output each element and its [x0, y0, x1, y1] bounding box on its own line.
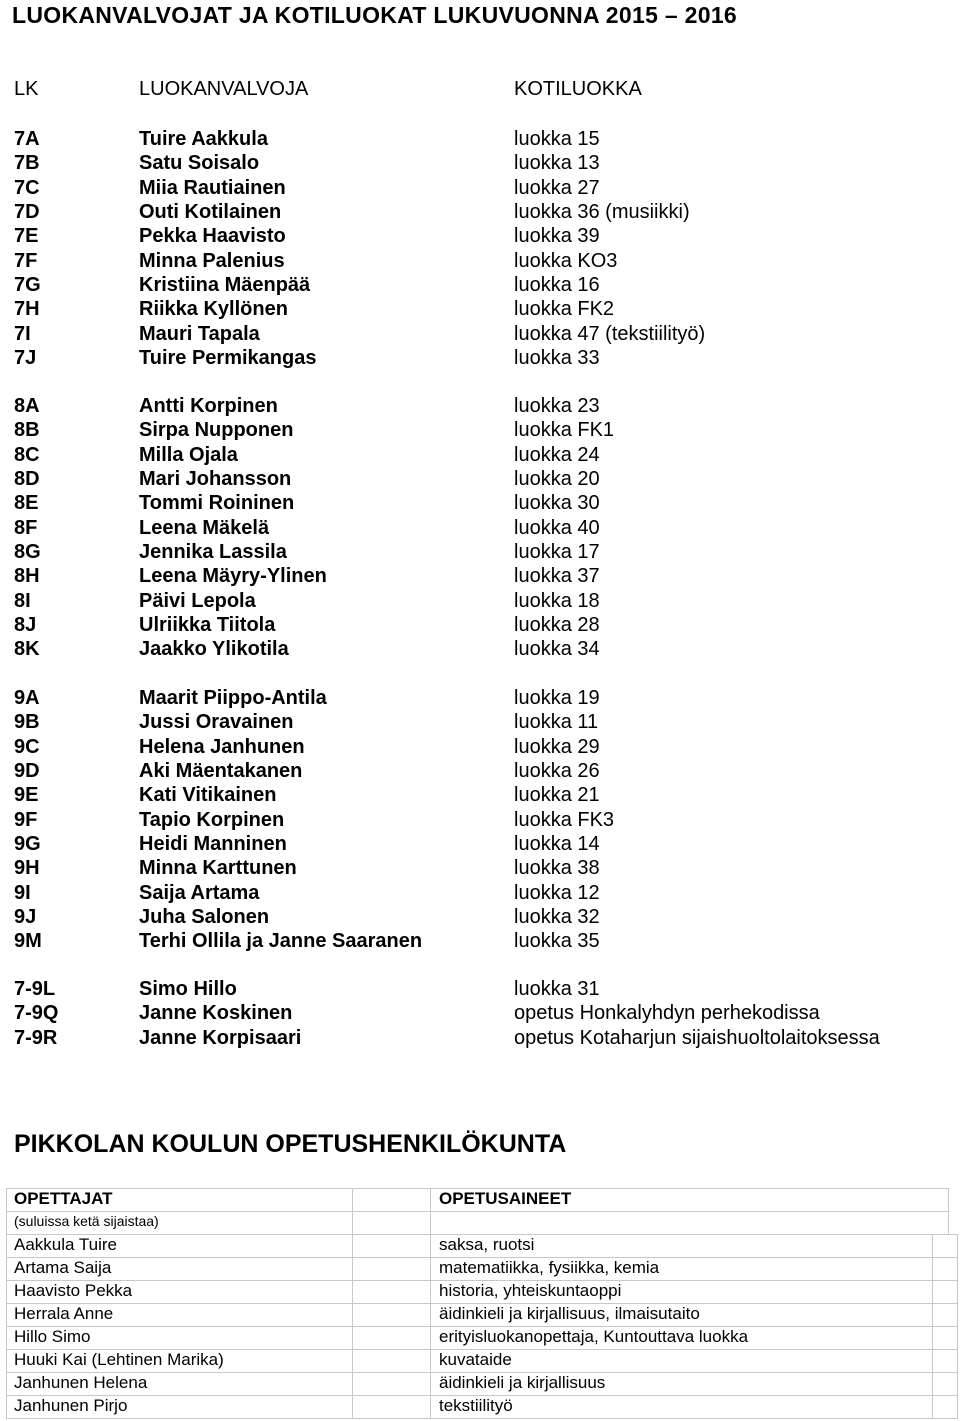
class-teacher: Miia Rautiainen: [139, 176, 286, 199]
class-code: 7-9R: [14, 1026, 58, 1049]
home-room: luokka FK2: [514, 298, 615, 321]
class-row: [0, 809, 960, 833]
class-row: [0, 177, 960, 201]
class-code: 8J: [14, 613, 37, 636]
staff-teacher-cell: Haavisto Pekka: [14, 1281, 133, 1300]
class-teacher: Milla Ojala: [139, 443, 238, 466]
table-gridline: [948, 1188, 949, 1234]
table-gridline: [6, 1234, 958, 1235]
class-code: 8A: [14, 395, 40, 417]
class-code: 8F: [14, 516, 38, 539]
home-room: luokka 15: [514, 128, 600, 150]
home-room: luokka 11: [514, 711, 599, 734]
class-row: [0, 201, 960, 225]
class-row: [0, 784, 960, 808]
home-room: luokka 12: [514, 881, 600, 904]
class-row: [0, 736, 960, 760]
staff-note: (suluissa ketä sijaistaa): [14, 1213, 159, 1229]
home-room: luokka 31: [514, 978, 600, 1000]
class-row: [0, 833, 960, 857]
staff-subject-cell: saksa, ruotsi: [439, 1235, 535, 1254]
table-gridline: [957, 1234, 958, 1418]
class-teacher: Simo Hillo: [139, 978, 237, 1000]
class-code: 7I: [14, 322, 31, 345]
home-room: luokka 32: [514, 905, 600, 928]
column-header-teacher: LUOKANVALVOJA: [139, 78, 309, 100]
class-code: 9G: [14, 832, 41, 855]
class-code: 7F: [14, 249, 38, 272]
class-row: [0, 930, 960, 954]
table-gridline: [430, 1188, 431, 1418]
class-row: [0, 298, 960, 322]
class-row: [0, 906, 960, 930]
class-row: [0, 638, 960, 662]
home-room: luokka 20: [514, 467, 600, 490]
class-code: 7D: [14, 200, 40, 223]
table-gridline: [352, 1188, 353, 1418]
home-room: luokka 47 (tekstiilityö): [514, 322, 706, 345]
class-teacher: Juha Salonen: [139, 905, 270, 928]
class-code: 9I: [14, 881, 31, 904]
home-room: luokka 13: [514, 152, 600, 175]
home-room: opetus Honkalyhdyn perhekodissa: [514, 1002, 820, 1025]
class-row: [0, 1002, 960, 1026]
class-teacher: Tuire Permikangas: [139, 346, 317, 369]
staff-teacher-cell: Herrala Anne: [14, 1304, 114, 1323]
class-row: [0, 492, 960, 516]
class-code: 9F: [14, 808, 38, 831]
class-teacher: Minna Palenius: [139, 249, 285, 272]
home-room: luokka 29: [514, 735, 600, 758]
class-teacher: Janne Korpisaari: [139, 1026, 302, 1049]
home-room: luokka 24: [514, 443, 600, 466]
class-teacher: Janne Koskinen: [139, 1002, 293, 1025]
home-room: luokka 34: [514, 638, 600, 661]
class-row: [0, 274, 960, 298]
staff-subject-cell: äidinkieli ja kirjallisuus: [439, 1373, 606, 1392]
class-row: [0, 468, 960, 492]
class-teacher: Helena Janhunen: [139, 735, 305, 758]
table-gridline: [6, 1188, 7, 1418]
home-room: luokka 28: [514, 613, 600, 636]
class-row: [0, 395, 960, 419]
home-room: luokka 37: [514, 565, 600, 588]
class-code: 8K: [14, 638, 40, 661]
class-code: 9M: [14, 930, 42, 953]
class-code: 7H: [14, 298, 40, 321]
class-code: 9J: [14, 905, 37, 928]
class-teacher: Sirpa Nupponen: [139, 419, 294, 442]
class-teacher: Tuire Aakkula: [139, 128, 268, 150]
class-teacher: Jaakko Ylikotila: [139, 638, 289, 661]
home-room: luokka 39: [514, 225, 600, 248]
staff-subject-cell: kuvataide: [439, 1350, 512, 1369]
class-teacher: Outi Kotilainen: [139, 200, 282, 223]
class-row: [0, 687, 960, 711]
staff-subject-cell: historia, yhteiskuntaoppi: [439, 1281, 622, 1300]
staff-teacher-cell: Janhunen Helena: [14, 1373, 148, 1392]
class-row: [0, 614, 960, 638]
class-teacher: Kristiina Mäenpää: [139, 273, 311, 296]
class-teacher: Tommi Roininen: [139, 492, 295, 515]
home-room: luokka 40: [514, 516, 600, 539]
class-teacher: Pekka Haavisto: [139, 225, 286, 248]
home-room: luokka KO3: [514, 249, 618, 272]
class-teacher: Leena Mäyry-Ylinen: [139, 565, 327, 588]
class-teacher: Mauri Tapala: [139, 322, 260, 345]
home-room: luokka 38: [514, 857, 600, 880]
class-row: [0, 565, 960, 589]
class-code: 7-9Q: [14, 1002, 59, 1025]
class-row: [0, 323, 960, 347]
class-code: 8I: [14, 589, 31, 612]
table-gridline: [6, 1280, 958, 1281]
class-row: [0, 128, 960, 152]
class-code: 8G: [14, 540, 41, 563]
staff-teacher-cell: Hillo Simo: [14, 1327, 91, 1346]
table-gridline: [6, 1303, 958, 1304]
class-teacher: Leena Mäkelä: [139, 516, 270, 539]
class-teacher: Jussi Oravainen: [139, 711, 294, 734]
class-code: 8D: [14, 467, 40, 490]
home-room: luokka 23: [514, 395, 600, 417]
class-code: 9D: [14, 759, 40, 782]
class-row: [0, 225, 960, 249]
class-row: [0, 152, 960, 176]
home-room: luokka 19: [514, 687, 600, 709]
class-row: [0, 444, 960, 468]
home-room: luokka 16: [514, 273, 600, 296]
home-room: luokka 35: [514, 930, 600, 953]
class-code: 7C: [14, 176, 40, 199]
class-teacher: Antti Korpinen: [139, 395, 278, 417]
class-code: 8H: [14, 565, 40, 588]
staff-teacher-cell: Artama Saija: [14, 1258, 112, 1277]
home-room: luokka 18: [514, 589, 600, 612]
class-code: 7E: [14, 225, 39, 248]
class-code: 8E: [14, 492, 39, 515]
class-teacher: Mari Johansson: [139, 467, 292, 490]
staff-subject-cell: tekstiilityö: [439, 1396, 513, 1415]
class-code: 9E: [14, 784, 39, 807]
table-gridline: [6, 1257, 958, 1258]
class-row: [0, 541, 960, 565]
class-code: 8B: [14, 419, 40, 442]
staff-title: PIKKOLAN KOULUN OPETUSHENKILÖKUNTA: [14, 1130, 567, 1158]
class-code: 9A: [14, 687, 40, 709]
class-teacher: Satu Soisalo: [139, 152, 260, 175]
class-teacher: Maarit Piippo-Antila: [139, 687, 327, 709]
class-code: 8C: [14, 443, 40, 466]
class-code: 7G: [14, 273, 41, 296]
staff-subject-cell: äidinkieli ja kirjallisuus, ilmaisutaito: [439, 1304, 700, 1323]
class-row: [0, 857, 960, 881]
class-code: 7B: [14, 152, 40, 175]
home-room: opetus Kotaharjun sijaishuoltolaitoksessa: [514, 1026, 880, 1049]
table-gridline: [6, 1349, 958, 1350]
class-row: [0, 760, 960, 784]
staff-col-header-subjects: OPETUSAINEET: [439, 1189, 572, 1208]
home-room: luokka FK1: [514, 419, 615, 442]
class-teacher: Ulriikka Tiitola: [139, 613, 276, 636]
staff-subject-cell: matematiikka, fysiikka, kemia: [439, 1258, 660, 1277]
class-row: [0, 250, 960, 274]
class-teacher: Terhi Ollila ja Janne Saaranen: [139, 930, 423, 953]
class-teacher: Kati Vitikainen: [139, 784, 277, 807]
class-teacher: Riikka Kyllönen: [139, 298, 288, 321]
class-teacher: Päivi Lepola: [139, 589, 256, 612]
table-gridline: [6, 1418, 958, 1419]
table-gridline: [6, 1188, 948, 1189]
class-teacher: Jennika Lassila: [139, 540, 287, 563]
class-teacher: Minna Karttunen: [139, 857, 297, 880]
staff-col-header-teachers: OPETTAJAT: [14, 1189, 113, 1208]
class-code: 9C: [14, 735, 40, 758]
class-row: [0, 419, 960, 443]
class-code: 9H: [14, 857, 40, 880]
staff-teacher-cell: Janhunen Pirjo: [14, 1396, 128, 1415]
home-room: luokka FK3: [514, 808, 615, 831]
home-room: luokka 21: [514, 784, 600, 807]
table-gridline: [932, 1234, 933, 1418]
home-room: luokka 27: [514, 176, 600, 199]
class-row: [0, 590, 960, 614]
table-gridline: [6, 1326, 958, 1327]
home-room: luokka 14: [514, 832, 600, 855]
home-room: luokka 26: [514, 759, 600, 782]
class-teacher: Saija Artama: [139, 881, 260, 904]
class-row: [0, 517, 960, 541]
class-row: [0, 711, 960, 735]
table-gridline: [6, 1395, 958, 1396]
home-room: luokka 17: [514, 540, 600, 563]
staff-teacher-cell: Huuki Kai (Lehtinen Marika): [14, 1350, 224, 1369]
class-row: [0, 347, 960, 371]
class-teacher: Heidi Manninen: [139, 832, 287, 855]
home-room: luokka 33: [514, 346, 600, 369]
class-code: 9B: [14, 711, 40, 734]
column-header-room: KOTILUOKKA: [514, 78, 642, 100]
class-row: [0, 882, 960, 906]
table-gridline: [6, 1372, 958, 1373]
class-teacher: Aki Mäentakanen: [139, 759, 303, 782]
staff-table: [6, 1188, 958, 1418]
class-row: [0, 1027, 960, 1051]
page-title: LUOKANVALVOJAT JA KOTILUOKAT LUKUVUONNA 2015 – 2016: [12, 2, 737, 28]
class-row: [0, 978, 960, 1002]
column-header-lk: LK: [14, 78, 39, 100]
class-code: 7J: [14, 346, 37, 369]
home-room: luokka 36 (musiikki): [514, 200, 690, 223]
class-code: 7A: [14, 128, 40, 150]
class-teacher: Tapio Korpinen: [139, 808, 285, 831]
staff-teacher-cell: Aakkula Tuire: [14, 1235, 117, 1254]
home-room: luokka 30: [514, 492, 600, 515]
table-gridline: [6, 1211, 948, 1212]
staff-subject-cell: erityisluokanopettaja, Kuntouttava luokka: [439, 1327, 749, 1346]
class-code: 7-9L: [14, 978, 56, 1000]
